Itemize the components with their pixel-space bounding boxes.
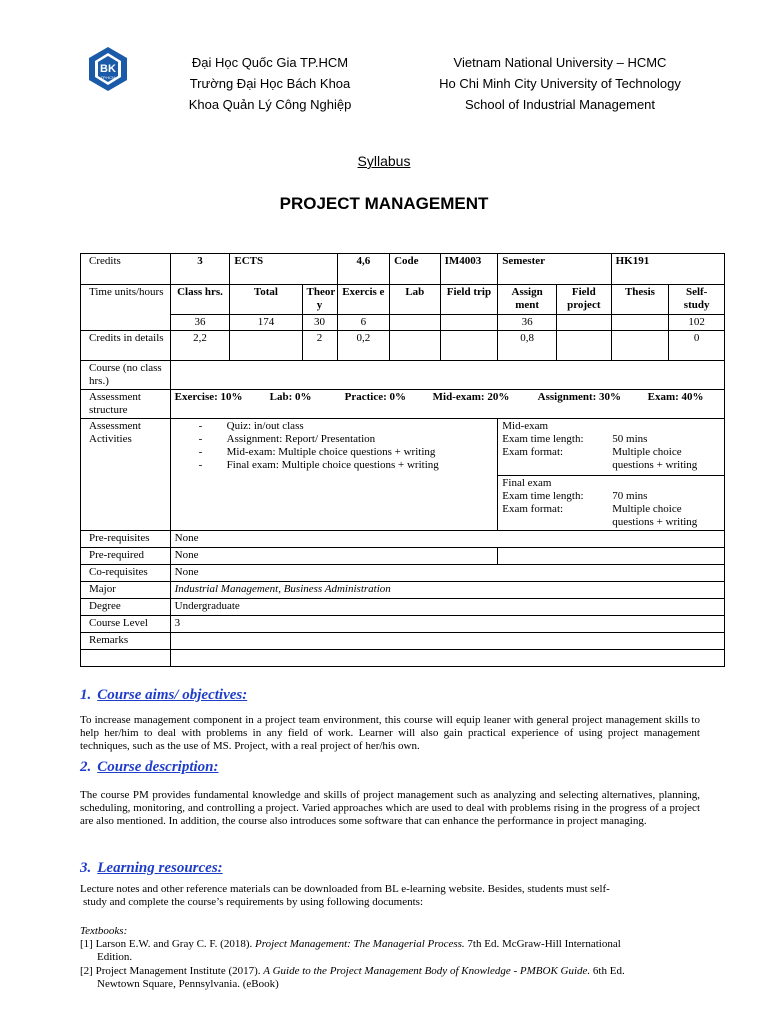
course-title: PROJECT MANAGEMENT (279, 194, 489, 213)
final-exam-format-label: Exam format: (502, 503, 564, 515)
table-row-corequisites (81, 565, 725, 582)
reference-title: A Guide to the Project Management Body of Knowledge - PMBOK Guide. (263, 965, 591, 977)
corequisites-label: Co-requisites (81, 565, 171, 582)
activity-item: - Assignment: Report/ Presentation (199, 433, 494, 446)
reference-prefix: [2] Project Management Institute (2017). (80, 965, 264, 977)
table-row-credits-details (81, 331, 725, 361)
mid-exam-block (498, 419, 724, 476)
section-text-description: The course PM provides fundamental knowledge and skills of project management such as analyzing and selecting alternatives, planning, scheduling, monitoring, and controlling a project. Varied approaches which are used to deal with problems rising in the progress of a project are also mentioned. In addition, the course also introduces some software that can enhance the performance in project managing. (80, 789, 700, 827)
activity-item: - Final exam: Multiple choice questions + writing (199, 459, 494, 472)
section-text-resources (80, 883, 700, 909)
header-left-line-3: Khoa Quản Lý Công Nghiệp (188, 97, 352, 112)
reference-title: Project Management: The Managerial Process. (255, 938, 465, 950)
assessment-activities-label: Assessment Activities (81, 419, 171, 531)
time-header: Exercis e (337, 285, 390, 315)
time-value (556, 315, 611, 331)
section-heading-description (80, 759, 219, 776)
table-row-assessment-structure (81, 390, 725, 419)
time-units-label: Time units/hours (81, 285, 171, 331)
table-row-degree (81, 599, 725, 616)
table-row-course-no-class (81, 361, 725, 390)
exam-details-cell (498, 419, 725, 531)
reference-continuation: Edition. (97, 951, 133, 963)
reference-suffix: 7th Ed. McGraw-Hill International (464, 938, 621, 950)
degree-label: Degree (81, 599, 171, 616)
activity-item: - Mid-exam: Multiple choice questions + writing (199, 446, 494, 459)
table-row-prerequired (81, 548, 725, 565)
assessment-item: Practice: 0% (344, 391, 407, 403)
credits-detail-value: 0,8 (498, 331, 557, 361)
assessment-item: Lab: 0% (269, 391, 312, 403)
table-row-course-level (81, 616, 725, 633)
time-header: Theor y (302, 285, 337, 315)
reference-prefix: [1] Larson E.W. and Gray C. F. (2018). (80, 938, 255, 950)
header-left (160, 52, 380, 115)
course-no-class-label: Course (no class hrs.) (81, 361, 171, 390)
credits-details-label: Credits in details (81, 331, 171, 361)
table-row-major (81, 582, 725, 599)
table-row-credits (81, 254, 725, 285)
credits-detail-value: 2 (302, 331, 337, 361)
section-title: Course description: (97, 759, 219, 775)
reference-continuation: Newtown Square, Pennsylvania. (eBook) (97, 978, 279, 990)
credits-detail-value: 2,2 (170, 331, 230, 361)
final-exam-title: Final exam (502, 477, 552, 489)
time-value: 102 (669, 315, 725, 331)
table-row-time-values (81, 315, 725, 331)
semester-label: Semester (498, 254, 611, 285)
time-value: 36 (170, 315, 230, 331)
assessment-item: Mid-exam: 20% (432, 391, 510, 403)
time-value: 6 (337, 315, 390, 331)
mid-exam-length-value: 50 mins (612, 433, 648, 445)
time-value: 36 (498, 315, 557, 331)
remarks-label: Remarks (81, 633, 171, 650)
credits-detail-value (556, 331, 611, 361)
time-value (440, 315, 498, 331)
time-header: Field trip (440, 285, 498, 315)
course-level-label: Course Level (81, 616, 171, 633)
time-value: 174 (230, 315, 302, 331)
section-heading-aims (80, 687, 247, 704)
assessment-item: Assignment: 30% (537, 391, 622, 403)
final-exam-length-value: 70 mins (612, 490, 648, 502)
activity-item: - Quiz: in/out class (199, 420, 494, 433)
textbooks-label: Textbooks: (80, 925, 128, 937)
logo-subtext: TP.HCM (100, 75, 116, 80)
section-text-aims: To increase management component in a project team environment, this course will equip leaner with general project management skills to help her/him to deal with problems in any field of work. Learner will also gain practical experience of using project management techniques, such as the use of MS. Project, with a real project of her/his own. (80, 714, 700, 752)
section-title: Learning resources: (97, 860, 223, 876)
syllabus-label: Syllabus (357, 153, 411, 169)
time-header: Class hrs. (170, 285, 230, 315)
resources-line-2: study and complete the course’s requirements by using following documents: (83, 896, 424, 908)
prerequisites-label: Pre-requisites (81, 531, 171, 548)
time-value (611, 315, 669, 331)
time-header: Field project (556, 285, 611, 315)
credits-label: Credits (81, 254, 171, 285)
semester-value: HK191 (611, 254, 724, 285)
table-row-time-headers (81, 285, 725, 315)
mid-exam-title: Mid-exam (502, 420, 549, 432)
credits-detail-value (230, 331, 302, 361)
time-header: Total (230, 285, 302, 315)
assessment-item: Exercise: 10% (174, 391, 243, 403)
code-value: IM4003 (440, 254, 498, 285)
ects-value: 4,6 (337, 254, 390, 285)
section-number: 3. (80, 860, 92, 876)
credits-value: 3 (170, 254, 230, 285)
empty-cell (81, 650, 171, 667)
credits-detail-value: 0,2 (337, 331, 390, 361)
prerequired-label: Pre-required (81, 548, 171, 565)
header-right-line-1: Vietnam National University – HCMC (453, 55, 667, 70)
section-heading-resources (80, 860, 223, 877)
empty-cell (170, 650, 724, 667)
header-left-line-1: Đại Học Quốc Gia TP.HCM (191, 55, 349, 70)
syllabus-table (80, 253, 725, 667)
final-exam-format-value: Multiple choice questions + writing (612, 503, 698, 528)
table-row-empty (81, 650, 725, 667)
credits-detail-value: 0 (669, 331, 725, 361)
mid-exam-format-value: Multiple choice questions + writing (612, 446, 698, 471)
section-title: Course aims/ objectives: (97, 687, 248, 703)
credits-detail-value (611, 331, 669, 361)
major-value: Industrial Management, Business Administration (170, 582, 724, 599)
assessment-structure-label: Assessment structure (81, 390, 171, 419)
header-right (400, 52, 720, 115)
corequisites-value: None (170, 565, 724, 582)
reference-item (80, 938, 700, 964)
time-header: Thesis (611, 285, 669, 315)
table-row-remarks (81, 633, 725, 650)
course-level-value: 3 (170, 616, 724, 633)
assessment-activities-list (170, 419, 498, 531)
time-header: Lab (390, 285, 440, 315)
university-logo (87, 46, 129, 92)
time-value (390, 315, 440, 331)
reference-item (80, 965, 700, 991)
credits-detail-value (440, 331, 498, 361)
prerequired-extra (498, 548, 725, 565)
reference-suffix: 6th Ed. (590, 965, 625, 977)
course-no-class-value (170, 361, 724, 390)
header-left-line-2: Trường Đại Học Bách Khoa (189, 76, 351, 91)
time-header: Self-study (669, 285, 725, 315)
credits-detail-value (390, 331, 440, 361)
section-number: 1. (80, 687, 92, 703)
remarks-value (170, 633, 724, 650)
prerequired-value: None (170, 548, 498, 565)
assessment-structure-cell (170, 390, 724, 419)
table-row-assessment-activities (81, 419, 725, 531)
degree-value: Undergraduate (170, 599, 724, 616)
section-number: 2. (80, 759, 92, 775)
header-right-line-3: School of Industrial Management (464, 97, 656, 112)
resources-line-1: Lecture notes and other reference materials can be downloaded from BL e-learning website. Besides, students must self- (80, 883, 610, 895)
time-value: 30 (302, 315, 337, 331)
header-right-line-2: Ho Chi Minh City University of Technology (439, 76, 681, 91)
mid-exam-length-label: Exam time length: (502, 433, 584, 445)
major-label: Major (81, 582, 171, 599)
logo-text: BK (100, 63, 116, 75)
assessment-item: Exam: 40% (647, 391, 704, 403)
final-exam-block (498, 476, 724, 530)
time-header: Assign ment (498, 285, 557, 315)
prerequisites-value: None (170, 531, 724, 548)
ects-label: ECTS (230, 254, 337, 285)
code-label: Code (390, 254, 440, 285)
final-exam-length-label: Exam time length: (502, 490, 584, 502)
table-row-prerequisites (81, 531, 725, 548)
mid-exam-format-label: Exam format: (502, 446, 564, 458)
